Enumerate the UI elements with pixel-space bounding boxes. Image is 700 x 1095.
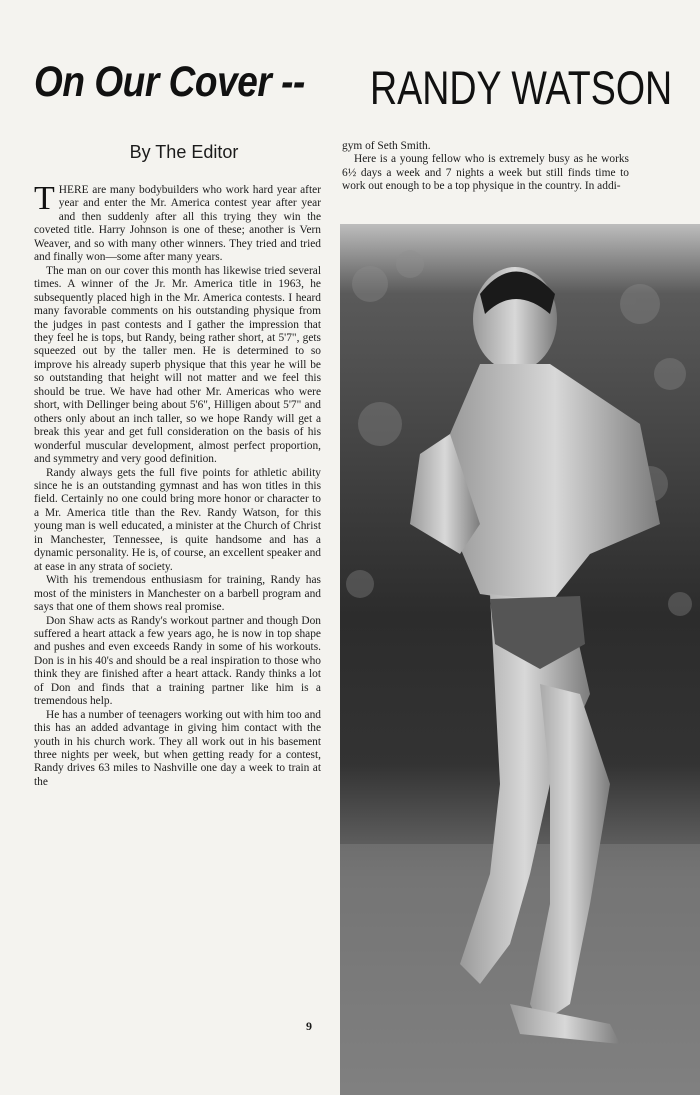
article-title-lead: On Our Cover -- [34,58,305,106]
paragraph-1-text: HERE are many bodybuilders who work hard year after year and enter the Mr. America contest year after year and then suddenly after all this trying they win the coveted title. Harry Johnson is one of these; another is Vern Weaver, and so with many other winners. They tried and tried and finally won—some after many years. [34,184,321,264]
drop-cap: T [34,180,55,217]
paragraph-5: Don Shaw acts as Randy's workout partner and though Don suffered a heart attack a few years ago, he is now in top shape and pushes and even exceeds Randy in some of his workouts. Don is in his 40's and should be a real inspiration to those who think they are finished after a heart attack. Randy thinks a lot of Don and finds that a training partner like him is a tremendous help. [34,614,321,708]
article-right-column [342,140,629,194]
cover-photo [340,224,700,1095]
article-left-column [34,180,321,789]
paragraph-6: He has a number of teenagers working out with him too and this has an added advantage in giving him contact with the youth in his church work. They all work out in his basement three nights per week, but when getting ready for a contest, Randy drives 63 miles to Nashville one day a week to train at the [34,708,321,788]
paragraph-3: Randy always gets the full five points for athletic ability since he is an outstanding gymnast and has won titles in this field. Certainly no one could bring more honor or character to a Mr. America title than the Rev. Randy Watson, for this young man is well educated, a minister at the Church of Christ in Manchester, Tennessee, is quite handsome and has a dynamic personality. He is, of course, an excellent speaker and at ease in any strata of society. [34,466,321,573]
paragraph-7: Here is a young fellow who is extremely busy as he works 6½ days a week and 7 nights a week but still finds time to work out enough to be a top physique in the country. In addi- [342,153,629,193]
paragraph-4: With his tremendous enthusiasm for training, Randy has most of the ministers in Manchester on a barbell program and says that one of them shows real promise. [34,574,321,614]
article-title-name: RANDY WATSON [370,61,673,114]
byline: By The Editor [129,142,239,162]
page-number: 9 [306,1019,312,1033]
paragraph-2: The man on our cover this month has likewise tried several times. A winner of the Jr. Mr. America title in 1963, he subsequently placed high in the Mr. America contests. I heard many favorable comments on his outstanding physique from the judges in past contests and I gather the impression that they feel he is tops, but Randy, being rather short, at 5'7", gets squeezed out by the taller men. He is determined to so improve his already superb physique that this year he will be so outstanding that height will not matter and we feel this should be true. We have had other Mr. Americas who were short, with Dellinger being about 5'6", Hilligen about 5'7" and others only about an inch taller, so we hope Randy will get a break this year and get full consideration on the basis of his wonderful muscular development, almost perfect proportion, and symmetry and very good definition. [34,264,321,466]
paragraph-1 [34,180,321,265]
paragraph-6-continued: gym of Seth Smith. [342,140,431,152]
article-title [34,58,684,128]
